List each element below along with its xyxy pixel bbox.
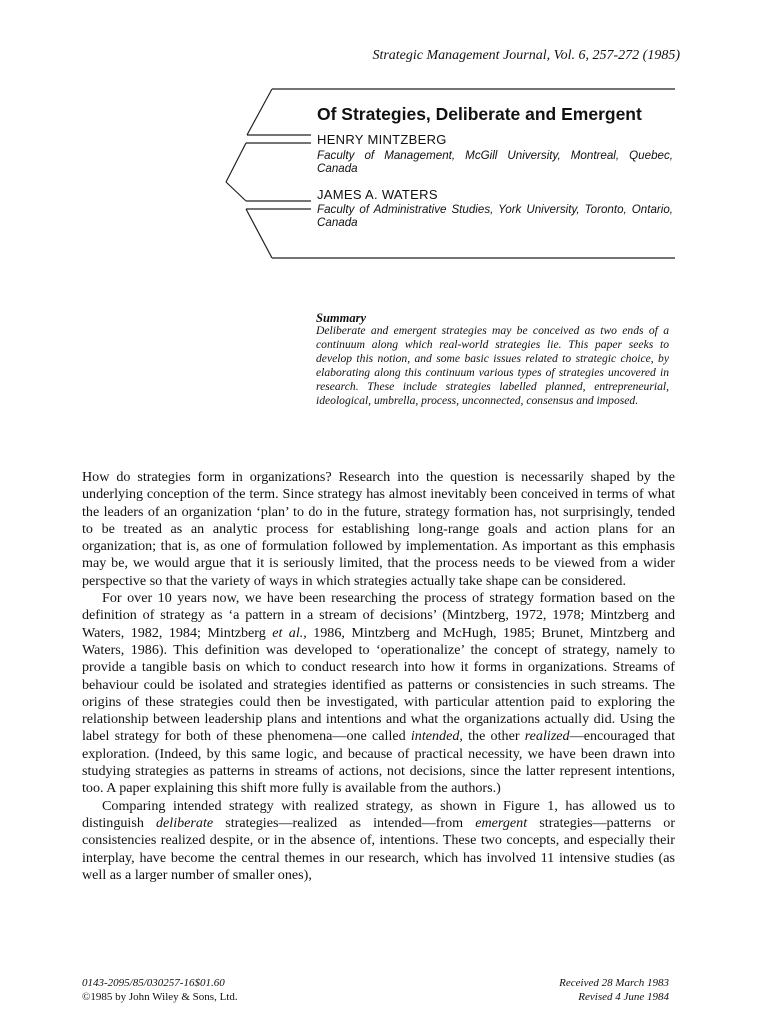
footer-copyright: ©1985 by John Wiley & Sons, Ltd. [82,991,238,1003]
footer-right [559,976,669,1004]
text-run: , the other [459,728,525,745]
author-affiliation: Faculty of Administrative Studies, York University, Toronto, Ontario, Canada [317,203,673,229]
text-run-italic: emergent [475,814,528,831]
article-title: Of Strategies, Deliberate and Emergent [317,104,642,124]
footer-left [82,976,238,1004]
text-run: , 1986, Mintzberg and McHugh, 1985; Brunet, Mintzberg and Waters, 1986). This definition was developed to ‘operationalize’ the concept of strategy, namely to provide a tangible basis on which to conduct research into how it forms in organizations. Streams of behaviour could be isolated and strategies identified as patterns or consistencies in such streams. The origins of these strategies could then be investigated, with particular attention paid to exploring the relationship between leadership plans and intentions and what the organizations actually did. Using the label strategy for both of these phenomena—one called [82,624,675,745]
article-body [82,469,675,884]
text-run: strategies—patterns or consistencies realized despite, or in the absence of, intentions. These two concepts, and especially their interplay, have become the central themes in our research, which has involved 11 intensive studies (as well as a larger number of smaller ones), [82,814,676,883]
body-paragraph [82,798,675,884]
body-paragraph: How do strategies form in organizations? Research into the question is necessarily shaped by the underlying conception of the term. Since strategy has almost inevitably been conceived in terms of what the leaders of an organization ‘plan’ to do in the future, strategy formation has, not surprisingly, tended to be treated as an analytic process for establishing long-range goals and action plans for an organization; that is, as one of formulation followed by implementation. As important as this emphasis may be, we would argue that it is seriously limited, that the process needs to be viewed from a wider perspective so that the variety of ways in which strategies actually take shape can be considered. [82,469,675,589]
text-run: Comparing intended strategy with realized strategy, as shown in Figure 1, has allowed us to distinguish [82,797,675,831]
text-run: For over 10 years now, we have been researching the process of strategy formation based on the definition of strategy as ‘a pattern in a stream of decisions’ (Mintzberg, 1972, 1978; Mintzberg and Waters, 1982, 1984; Mintzberg [82,590,675,641]
text-run-italic: intended [410,728,460,745]
text-run: —encouraged that exploration. (Indeed, by this same logic, and because of practical necessity, we have been drawn into studying strategies as patterns in streams of actions, not decisions, since the latter represent intentions, too. A paper explaining this shift more fully is available from the authors.) [82,728,675,797]
journal-citation: Strategic Management Journal, Vol. 6, 257-272 (1985) [372,48,680,63]
text-run-italic: realized [524,728,570,745]
author-affiliation: Faculty of Management, McGill University, Montreal, Quebec, Canada [317,149,673,175]
text-run: strategies—realized as intended—from [213,814,476,831]
text-run-italic: deliberate [155,814,214,831]
footer-received: Received 28 March 1983 [559,977,669,989]
footer-revised: Revised 4 June 1984 [578,991,669,1003]
footer-code: 0143-2095/85/030257-16$01.60 [82,977,225,989]
author-name: HENRY MINTZBERG [317,132,447,147]
body-paragraph [82,590,675,798]
author-name: JAMES A. WATERS [317,187,438,202]
text-run-italic: et al. [272,624,304,641]
summary-heading: Summary [316,311,367,325]
summary-text: Deliberate and emergent strategies may be conceived as two ends of a continuum along which real-world strategies lie. This paper seeks to develop this notion, and some basic issues related to strategic choice, by elaborating along this continuum various types of strategies uncovered in research. These include strategies labelled planned, entrepreneurial, ideological, umbrella, process, unconnected, consensus and imposed. [316,324,669,407]
